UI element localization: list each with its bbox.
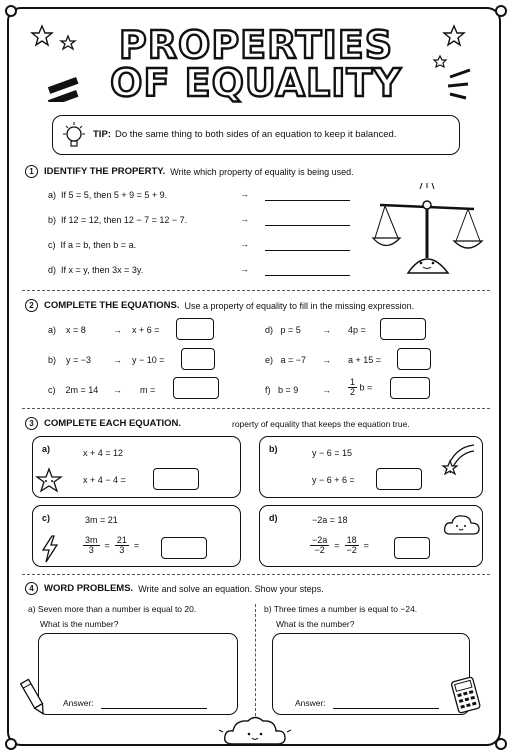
section-2-header [25, 299, 414, 312]
section-divider [22, 408, 490, 409]
word-problem-b-question: What is the number? [276, 619, 355, 629]
arrow: → [113, 355, 122, 365]
star-icon [35, 467, 63, 495]
corner-dot [495, 738, 507, 750]
answer-label: Answer: [295, 698, 326, 708]
section-desc: Write and solve an equation. Show your steps. [138, 583, 324, 594]
answer-box[interactable] [394, 537, 430, 559]
s1-item-b: b) If 12 = 12, then 12 − 7 = 12 − 7. [48, 215, 188, 225]
s1-item-c: c) If a = b, then b = a. [48, 240, 137, 250]
card-letter: d) [269, 513, 278, 523]
section-desc: roperty of equality that keeps the equation true. [232, 419, 410, 429]
card-letter: c) [42, 513, 51, 523]
s1-item-a: a) If 5 = 5, then 5 + 9 = 5 + 9. [48, 190, 168, 200]
section-divider [22, 574, 490, 575]
s2-item-b: b) y = −3 [48, 355, 92, 365]
section-4-header [25, 582, 324, 595]
equation-line: y − 6 = 15 [312, 448, 353, 458]
equation-line: x + 4 = 12 [83, 448, 124, 458]
lightbulb-icon [61, 121, 87, 151]
shooting-star-icon [440, 441, 478, 477]
answer-blank[interactable] [265, 200, 350, 201]
equation-card-c [32, 505, 241, 567]
answer-box[interactable] [161, 537, 207, 559]
answer-blank[interactable] [101, 708, 207, 709]
word-problem-a-question: What is the number? [40, 619, 119, 629]
answer-blank[interactable] [333, 708, 439, 709]
section-title: IDENTIFY THE PROPERTY. [44, 166, 166, 177]
s2-expr-b: y − 10 = [132, 355, 165, 365]
arrow: → [240, 189, 249, 199]
arrow: → [240, 214, 249, 224]
s2-expr-d: 4p = [348, 325, 366, 335]
answer-box[interactable] [176, 318, 214, 340]
section-3-header [25, 417, 186, 430]
card-letter: a) [42, 444, 51, 454]
arrow: → [322, 385, 331, 395]
arrow: → [240, 264, 249, 274]
s2-item-d: d) p = 5 [265, 325, 301, 335]
tip-body: Do the same thing to both sides of an equation to keep it balanced. [114, 129, 397, 140]
section-divider [22, 290, 490, 291]
equation-card-a [32, 436, 241, 498]
answer-blank[interactable] [265, 225, 350, 226]
lightning-icon [39, 534, 61, 564]
word-problem-b: b) Three times a number is equal to −24. [264, 604, 418, 614]
cloud-icon [442, 510, 482, 538]
corner-dot [5, 738, 17, 750]
pencil-icon [20, 675, 48, 720]
title-line-1: PROPERTIES [118, 23, 394, 67]
tip-box [52, 115, 460, 155]
section-title: WORD PROBLEMS. [44, 583, 134, 594]
s2-item-c: c) 2m = 14 [48, 385, 99, 395]
answer-box[interactable] [173, 377, 219, 399]
s2-expr-c: m = [140, 385, 156, 395]
corner-dot [495, 5, 507, 17]
cloud-icon [215, 712, 295, 746]
fraction-equation: $\frac{3m}{3}$ = $\frac{21}{3}$ = [85, 535, 140, 556]
answer-box[interactable] [397, 348, 431, 370]
arrow: → [113, 385, 122, 395]
answer-box[interactable] [380, 318, 426, 340]
s2-fraction-f: $\frac{1}{2}$ b = [350, 377, 373, 398]
fraction-equation: $\frac{-2a}{-2}$ = $\frac{18}{-2}$ = [312, 535, 369, 556]
section-number: 4 [25, 582, 38, 595]
section-1-header [25, 165, 354, 178]
answer-box[interactable] [376, 468, 422, 490]
arrow: → [113, 325, 122, 335]
equation-line: −2a = 18 [312, 515, 348, 525]
section-number: 1 [25, 165, 38, 178]
section-number: 3 [25, 417, 38, 430]
section-desc: Use a property of equality to fill in the missing expression. [184, 300, 415, 311]
equation-line: x + 4 − 4 = [83, 475, 126, 485]
s2-expr-e: a + 15 = [348, 355, 382, 365]
equation-card-d [259, 505, 483, 567]
s2-item-a: a) x = 8 [48, 325, 86, 335]
arrow: → [240, 239, 249, 249]
corner-dot [5, 5, 17, 17]
answer-box[interactable] [181, 348, 215, 370]
section-title: COMPLETE THE EQUATIONS. [44, 300, 180, 311]
arrow: → [322, 355, 331, 365]
title-line-2: OF EQUALITY [110, 61, 402, 105]
s1-item-d: d) If x = y, then 3x = 3y. [48, 265, 144, 275]
column-divider [255, 604, 256, 716]
s2-item-e: e) a = −7 [265, 355, 307, 365]
answer-label: Answer: [63, 698, 94, 708]
answer-box[interactable] [153, 468, 199, 490]
tip-text [93, 129, 396, 140]
equation-line: 3m = 21 [85, 515, 118, 525]
card-letter: b) [269, 444, 278, 454]
s2-expr-a: x + 6 = [132, 325, 160, 335]
tip-label: TIP: [93, 129, 111, 140]
section-title: COMPLETE EACH EQUATION. [44, 418, 182, 429]
work-area-a[interactable] [38, 633, 238, 715]
answer-blank[interactable] [265, 275, 350, 276]
arrow: → [322, 325, 331, 335]
answer-blank[interactable] [265, 250, 350, 251]
equation-card-b [259, 436, 483, 498]
work-area-b[interactable] [272, 633, 470, 715]
equation-line: y − 6 + 6 = [312, 475, 355, 485]
s2-item-f: f) b = 9 [265, 385, 299, 395]
section-number: 2 [25, 299, 38, 312]
calculator-icon [451, 676, 481, 716]
section-desc: Write which property of equality is being used. [170, 166, 354, 177]
answer-box[interactable] [390, 377, 430, 399]
balance-scale-icon [370, 183, 485, 278]
word-problem-a: a) Seven more than a number is equal to 20. [28, 604, 197, 614]
